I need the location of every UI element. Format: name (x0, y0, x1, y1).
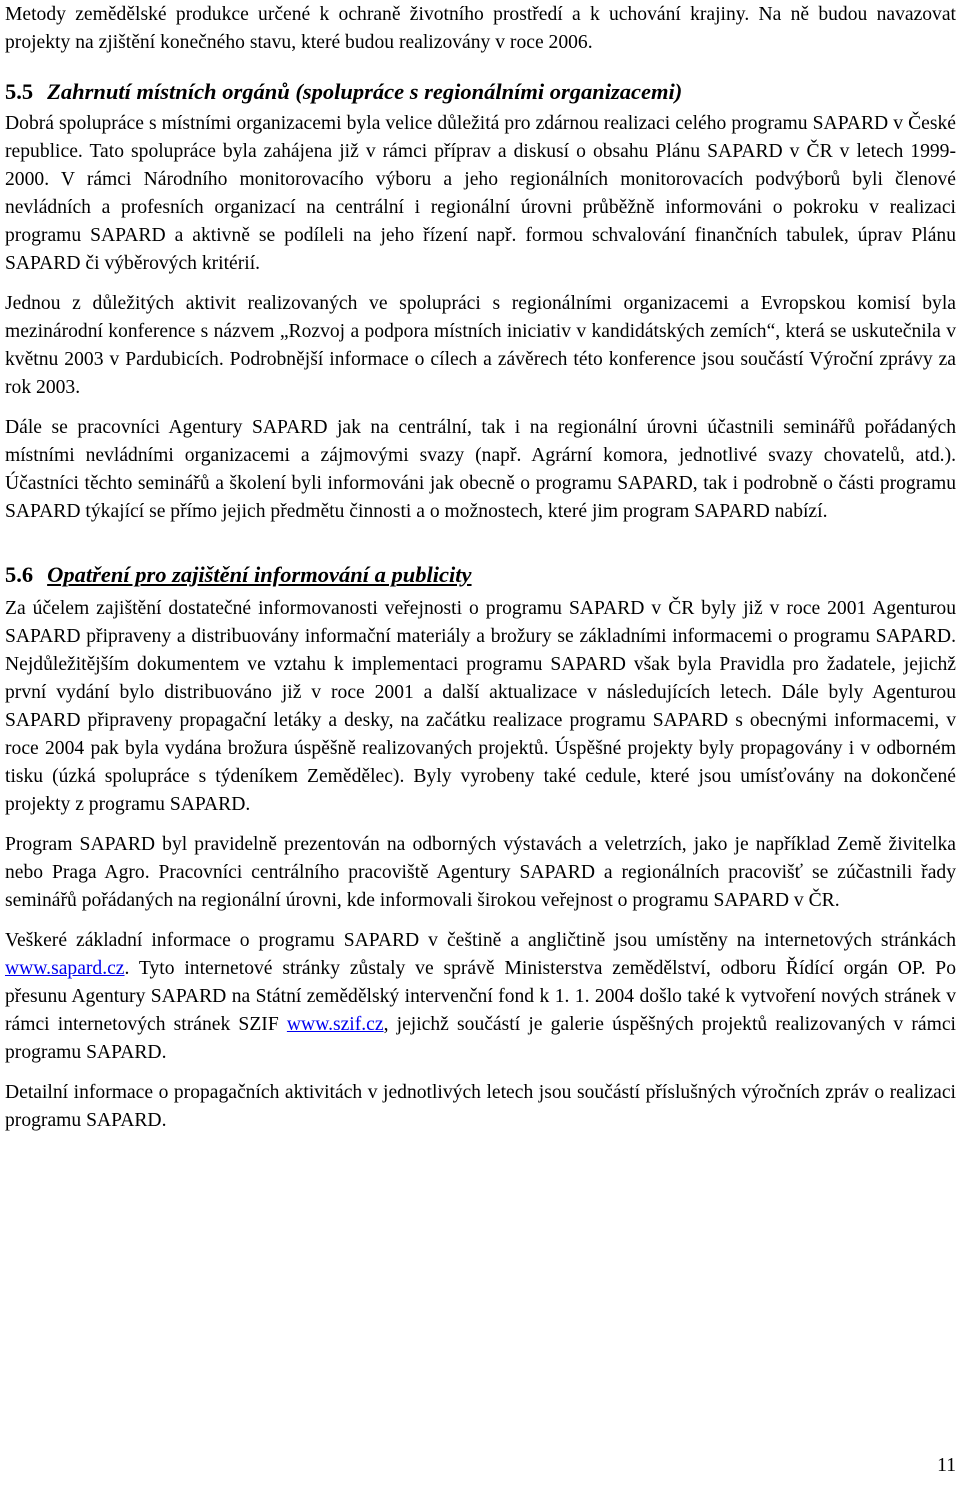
section-5-6-paragraph-1: Za účelem zajištění dostatečné informovanosti veřejnosti o programu SAPARD v ČR byly již v roce 2001 Agenturou SAPARD připraveny a distribuovány informační materiály a brožury se základními informacemi o programu SAPARD. Nejdůležitějším dokumentem ve vztahu k implementaci programu SAPARD však byla Pravidla pro žadatele, jejichž první vydání bylo distribuováno již v roce 2001 a další aktualizace v následujících letech. Dále byly Agenturou SAPARD připraveny propagační letáky a desky, na začátku realizace programu SAPARD s obecnými informacemi, v roce 2004 pak byla vydána brožura úspěšně realizovaných projektů. Úspěšné projekty byly propagovány i v odborném tisku (úzká spolupráce s týdeníkem Zemědělec). Byly vyrobeny také cedule, které jsou umísťovány na dokončené projekty z programu SAPARD. (5, 598, 956, 815)
intro-paragraph: Metody zemědělské produkce určené k ochraně životního prostředí a k uchování krajiny. Na ně budou navazovat projekty na zjištění konečného stavu, které budou realizovány v roce 2006. (5, 4, 956, 53)
section-5-6-paragraph-2: Program SAPARD byl pravidelně prezentován na odborných výstavách a veletrzích, jako je například Země živitelka nebo Praga Agro. Pracovníci centrálního pracoviště Agentury SAPARD a regionálních pracovišť se zúčastnili řady seminářů pořádaných na regionální úrovni, kde informovali širokou veřejnost o programu SAPARD v ČR. (5, 834, 956, 911)
section-5-5-heading (5, 77, 956, 107)
section-5-5-title: Zahrnutí místních orgánů (spolupráce s regionálními organizacemi) (47, 79, 683, 104)
section-5-5-paragraph-2: Jednou z důležitých aktivit realizovaných ve spolupráci s regionálními organizacemi a Evropskou komisí byla mezinárodní konference s názvem „Rozvoj a podpora místních iniciativ v kandidátských zemích“, která se uskutečnila v květnu 2003 v Pardubicích. Podrobnější informace o cílech a závěrech této konference jsou součástí Výroční zprávy za rok 2003. (5, 293, 956, 398)
section-5-5-paragraph-3: Dále se pracovníci Agentury SAPARD jak na centrální, tak i na regionální úrovni účastnili seminářů pořádaných místními nevládními organizacemi a zájmovými svazy (např. Agrární komora, jednotlivé svazy chovatelů, atd.). Účastníci těchto seminářů a školení byli informováni jak obecně o programu SAPARD, tak i podrobně o části programu SAPARD týkající se přímo jejich předmětu činnosti a o možnostech, které jim program SAPARD nabízí. (5, 417, 956, 522)
section-5-5-paragraph-1: Dobrá spolupráce s místními organizacemi byla velice důležitá pro zdárnou realizaci celého programu SAPARD v České republice. Tato spolupráce byla zahájena již v rámci příprav a diskusí o obsahu Plánu SAPARD v ČR v letech 1999-2000. V rámci Národního monitorovacího výboru a jeho regionálních monitorovacích podvýborů byli členové nevládních a profesních organizací na centrální i regionální úrovni průběžně informováni o pokroku v realizaci programu SAPARD a aktivně se podíleli na jeho řízení např. formou schvalování finančních tabulek, úprav Plánu SAPARD či výběrových kritérií. (5, 113, 956, 274)
page-number: 11 (937, 1455, 956, 1476)
section-5-6-title: Opatření pro zajištění informování a publicity (47, 562, 472, 587)
section-5-6-heading (5, 560, 956, 590)
web-text-2: . Tyto internetové stránky zůstaly ve správě Ministerstva zemědělství, odboru Řídící orgán OP. Po přesunu Agentury SAPARD na Státní zemědělský intervenční fond k 1. 1. 2004 došlo také k vytvoření nových stránek v rámci internetových stránek SZIF (5, 958, 956, 1035)
document-page (5, 0, 956, 1135)
section-5-6-web-paragraph (5, 927, 956, 1067)
section-5-5-number: 5.5 (5, 79, 34, 104)
section-5-6-number: 5.6 (5, 562, 34, 587)
sapard-website-link[interactable]: www.sapard.cz (5, 958, 125, 979)
section-5-6-closing-paragraph: Detailní informace o propagačních aktivitách v jednotlivých letech jsou součástí příslušných výročních zpráv o realizaci programu SAPARD. (5, 1082, 956, 1131)
web-text-1: Veškeré základní informace o programu SAPARD v češtině a angličtině jsou umístěny na internetových stránkách (5, 930, 956, 951)
szif-website-link[interactable]: www.szif.cz (286, 1014, 384, 1035)
web-text-3: , jejichž součástí je galerie úspěšných projektů realizovaných v rámci programu SAPARD. (5, 1014, 956, 1063)
